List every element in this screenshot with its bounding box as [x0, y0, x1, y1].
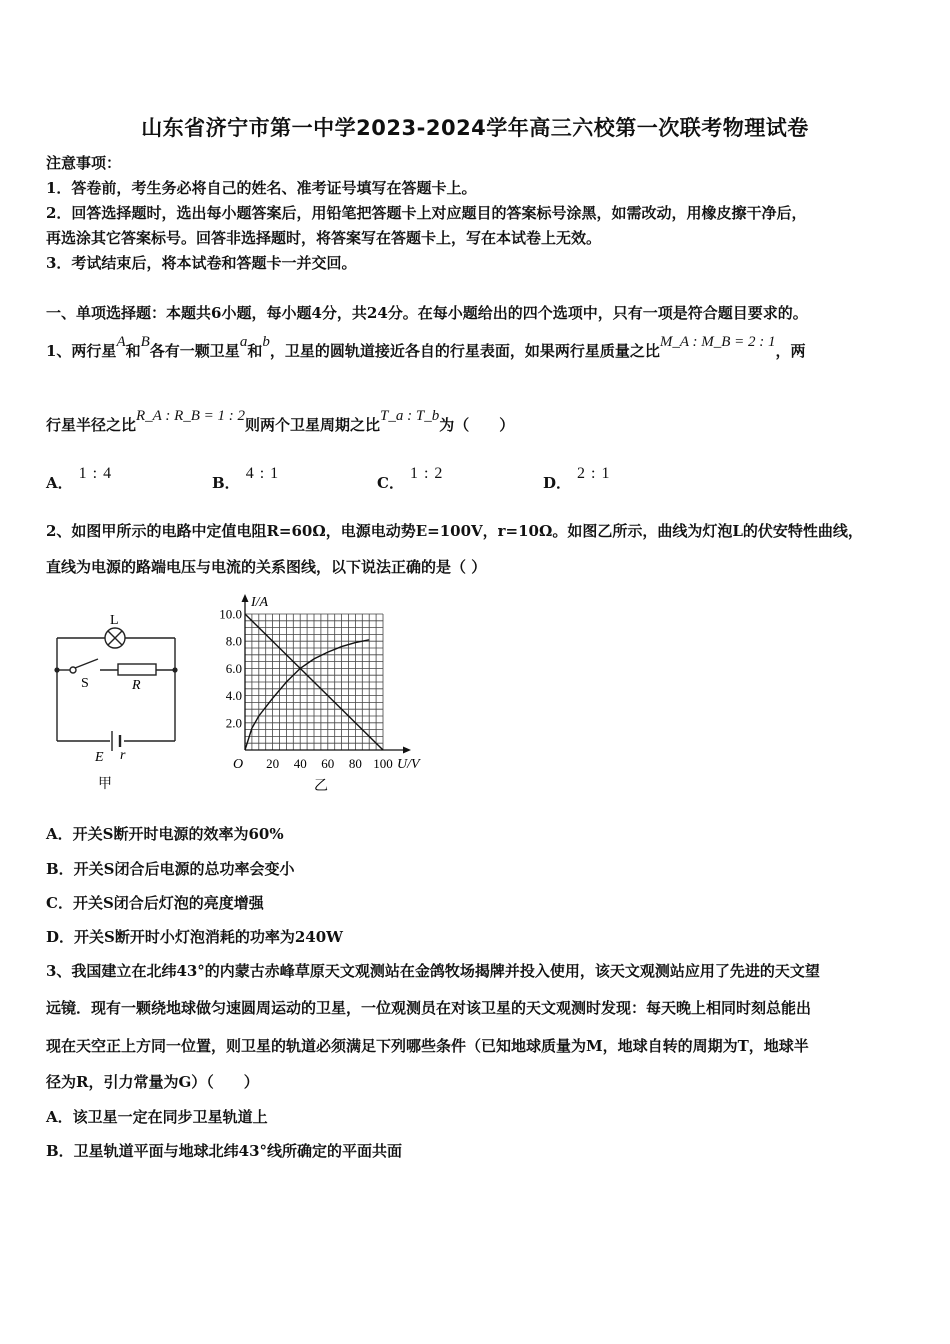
q2-option-a[interactable]: A．开关S断开时电源的效率为60% — [46, 825, 284, 843]
q1-period-ratio: T_a : T_b — [380, 408, 440, 424]
x-tick-label: 100 — [373, 756, 393, 771]
q1-option-d-value: 2 : 1 — [577, 465, 611, 482]
q2-line-2: 直线为电源的路端电压与电流的关系图线，以下说法正确的是（ ） — [46, 558, 487, 576]
circuit-diagram — [40, 600, 200, 800]
q1-option-c-label: C． — [377, 474, 404, 492]
x-tick-label: 40 — [293, 756, 307, 771]
q3-line-2: 远镜．现有一颗绕地球做匀速圆周运动的卫星，一位观测员在对该卫星的天文观测时发现：每天晚上相同时刻总能出 — [46, 999, 812, 1017]
graph-xlabel: U/V — [397, 757, 420, 772]
q3-line-4: 径为R，引力常量为G）（ ） — [46, 1073, 259, 1091]
q1-option-a-label: A． — [46, 474, 73, 492]
q1-text-5: 行星半径之比 — [46, 416, 137, 434]
q2-option-b[interactable]: B．开关S闭合后电源的总功率会变小 — [46, 860, 295, 878]
q1-option-c-value: 1 : 2 — [409, 465, 444, 482]
q3-line-3: 现在天空正上方同一位置，则卫星的轨道必须满足下列哪些条件（已知地球质量为M，地球自转的周期为T，地球半 — [46, 1037, 809, 1055]
q1-satellite-a: a — [239, 334, 248, 350]
y-tick-label: 6.0 — [225, 660, 242, 676]
q2-option-c[interactable]: C．开关S闭合后灯泡的亮度增强 — [46, 894, 264, 912]
y-tick-label: 4.0 — [225, 688, 242, 704]
q3-option-a[interactable]: A．该卫星一定在同步卫星轨道上 — [46, 1108, 268, 1126]
circuit-node-right — [172, 667, 177, 672]
exam-title: 山东省济宁市第一中学2023-2024学年高三六校第一次联考物理试卷 — [141, 116, 809, 140]
q1-text-3: ，卫星的圆轨道接近各自的行星表面，如果两行星质量之比 — [269, 342, 660, 360]
y-tick-label: 2.0 — [225, 715, 242, 731]
notice-item-3: 3．考试结束后，将本试卷和答题卡一并交回。 — [46, 254, 357, 272]
q1-option-a[interactable] — [46, 465, 113, 493]
switch-icon — [75, 659, 98, 668]
q1-planet-b: B — [140, 334, 150, 350]
circuit-node-left — [54, 667, 59, 672]
q3-option-b[interactable]: B．卫星轨道平面与地球北纬43°线所确定的平面共面 — [46, 1142, 403, 1160]
q1-text-1: 1、两行星 — [46, 342, 117, 360]
notice-heading: 注意事项： — [46, 154, 122, 172]
circuit-label-e: E — [95, 750, 104, 765]
x-tick-label: 60 — [321, 756, 335, 771]
q1-line-1 — [46, 334, 806, 361]
x-axis-arrow-icon — [403, 747, 411, 754]
q1-option-b-value: 4 : 1 — [245, 465, 280, 482]
q1-option-a-value: 1 : 4 — [78, 465, 113, 482]
q1-option-b[interactable] — [212, 465, 280, 493]
circuit-label-l: L — [110, 613, 119, 628]
x-tick-label: 80 — [348, 756, 362, 771]
circuit-label-r: R — [132, 678, 141, 693]
notice-item-2-cont: 再选涂其它答案标号。回答非选择题时，将答案写在答题卡上，写在本试卷上无效。 — [46, 229, 602, 247]
q1-and-2: 和 — [247, 342, 263, 360]
q1-option-c[interactable] — [377, 465, 444, 493]
q1-and-1: 和 — [125, 342, 141, 360]
q1-option-d[interactable] — [543, 465, 611, 493]
q1-text-4: ，两 — [775, 342, 806, 360]
y-axis-arrow-icon — [242, 594, 249, 602]
notice-item-1: 1．答卷前，考生务必将自己的姓名、准考证号填写在答题卡上。 — [46, 179, 477, 197]
section-1-heading: 一、单项选择题：本题共6小题，每小题4分，共24分。在每小题给出的四个选项中，只有一项是符合题目要求的。 — [46, 304, 808, 322]
q3-line-1: 3、我国建立在北纬43°的内蒙古赤峰草原天文观测站在金鸽牧场揭牌并投入使用，该天文观测站应用了先进的天文望 — [46, 962, 820, 980]
graph-caption: 乙 — [314, 779, 328, 794]
graph-origin-label: O — [233, 757, 244, 772]
x-tick-label: 20 — [266, 756, 280, 771]
q1-satellite-b: b — [262, 334, 270, 350]
q1-mass-ratio: M_A : M_B = 2 : 1 — [659, 334, 776, 350]
q1-radius-ratio: R_A : R_B = 1 : 2 — [136, 408, 246, 424]
circuit-caption: 甲 — [98, 777, 112, 792]
graph-ylabel: I/A — [251, 595, 269, 610]
resistor-icon — [118, 664, 156, 675]
q2-line-1: 2、如图甲所示的电路中定值电阻R=60Ω，电源电动势E=100V，r=10Ω。如图乙所示，曲线为灯泡L的伏安特性曲线， — [46, 522, 863, 540]
q1-text-7: 为（ ） — [439, 416, 515, 434]
q2-option-d[interactable]: D．开关S断开时小灯泡消耗的功率为240W — [46, 928, 343, 946]
iu-graph — [200, 588, 440, 796]
y-tick-label: 8.0 — [225, 633, 242, 649]
circuit-label-r-internal: r — [120, 748, 126, 763]
circuit-label-s: S — [81, 676, 89, 691]
q1-option-b-label: B． — [212, 474, 240, 492]
notice-item-2: 2．回答选择题时，选出每小题答案后，用铅笔把答题卡上对应题目的答案标号涂黑，如需改动，用橡皮擦干净后， — [46, 204, 807, 222]
q1-line-2 — [46, 408, 515, 435]
y-tick-label: 10.0 — [219, 606, 242, 622]
q1-planet-a: A — [116, 334, 126, 350]
q1-text-6: 则两个卫星周期之比 — [245, 416, 381, 434]
q1-text-2: 各有一颗卫星 — [149, 342, 240, 360]
q1-option-d-label: D． — [543, 474, 572, 492]
